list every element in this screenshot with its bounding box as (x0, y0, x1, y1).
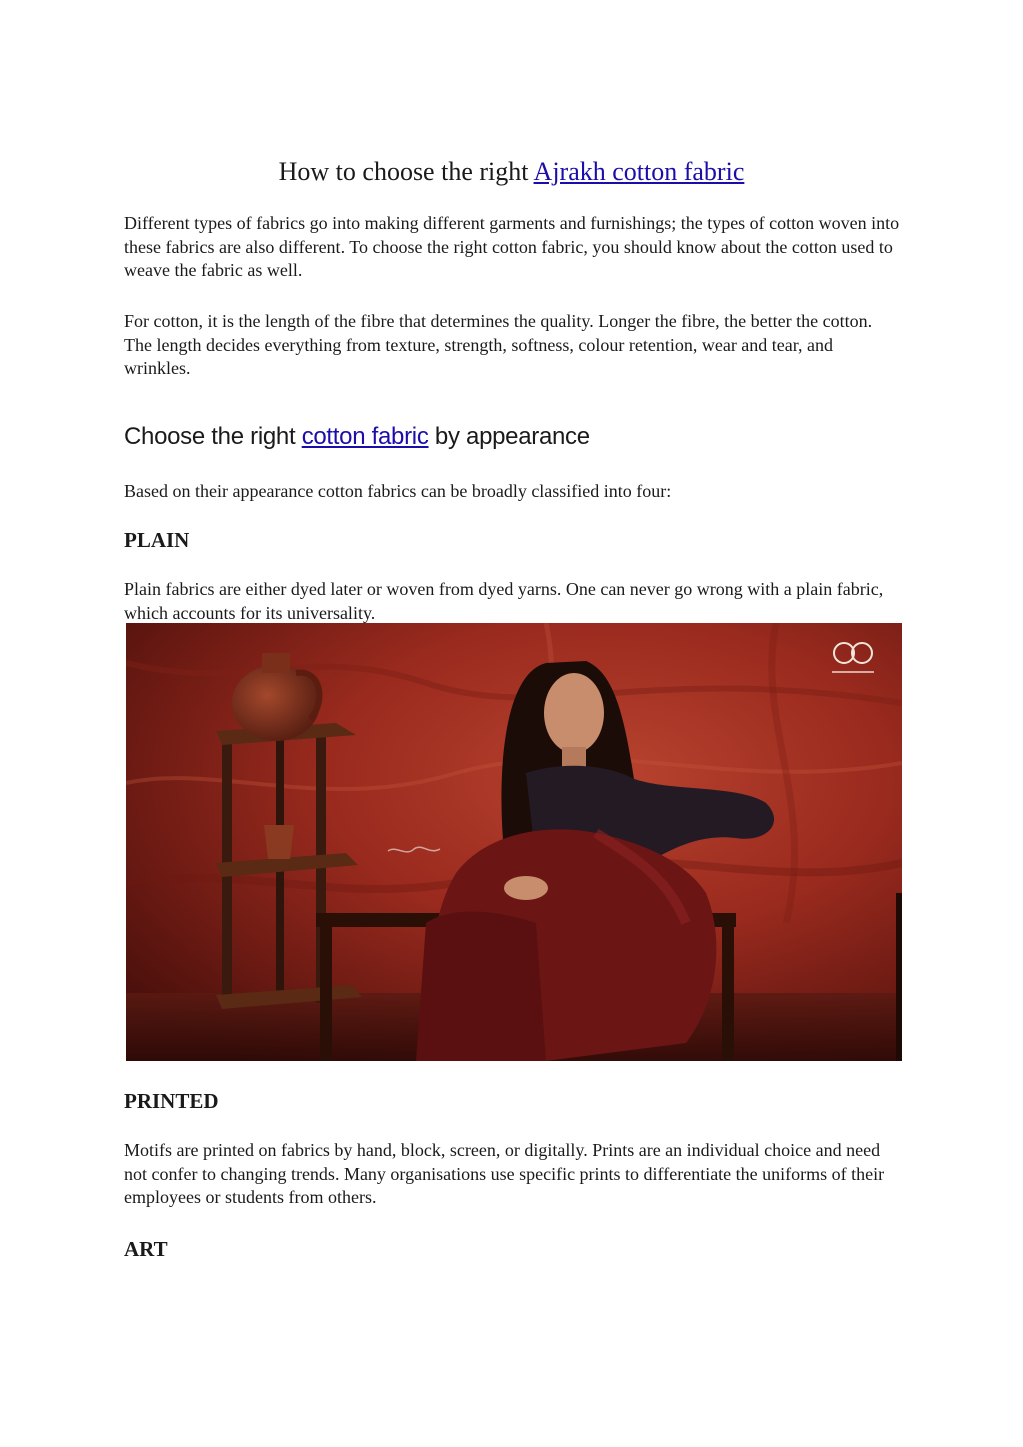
plain-heading: PLAIN (124, 528, 190, 552)
saree-model-photo (126, 623, 902, 1061)
printed-text: Motifs are printed on fabrics by hand, block, screen, or digitally. Prints are an individual choice and need not confer to changing trends. Many organisations use specific prints to differentiate the uniforms of their employees or students from others. (124, 1140, 885, 1207)
section-heading-prefix: Choose the right (124, 423, 302, 450)
section-intro: Based on their appearance cotton fabrics can be broadly classified into four: (124, 481, 672, 501)
page-title (0, 155, 1023, 189)
section-heading-suffix: by appearance (428, 423, 590, 450)
intro-paragraph-2: For cotton, it is the length of the fibre that determines the quality. Longer the fibre, the better the cotton. The length decides everything from texture, strength, softness, colour retention, wear and tear, and wrinkles. (124, 311, 873, 378)
cotton-fabric-link[interactable]: cotton fabric (301, 423, 429, 450)
clay-cup (264, 825, 294, 859)
intro-paragraph-1: Different types of fabrics go into making different garments and furnishings; the types of cotton woven into these fabrics are also different. To choose the right cotton fabric, you should know about the cotton used to weave the fabric as well. (124, 213, 900, 280)
plain-text: Plain fabrics are either dyed later or woven from dyed yarns. One can never go wrong with a plain fabric, which accounts for its universality. (124, 579, 884, 623)
printed-heading: PRINTED (124, 1089, 219, 1113)
ajrakh-cotton-fabric-link[interactable]: Ajrakh cotton fabric (533, 157, 745, 186)
section-heading (124, 420, 590, 454)
title-prefix: How to choose the right (278, 157, 534, 186)
art-heading: ART (124, 1237, 168, 1261)
